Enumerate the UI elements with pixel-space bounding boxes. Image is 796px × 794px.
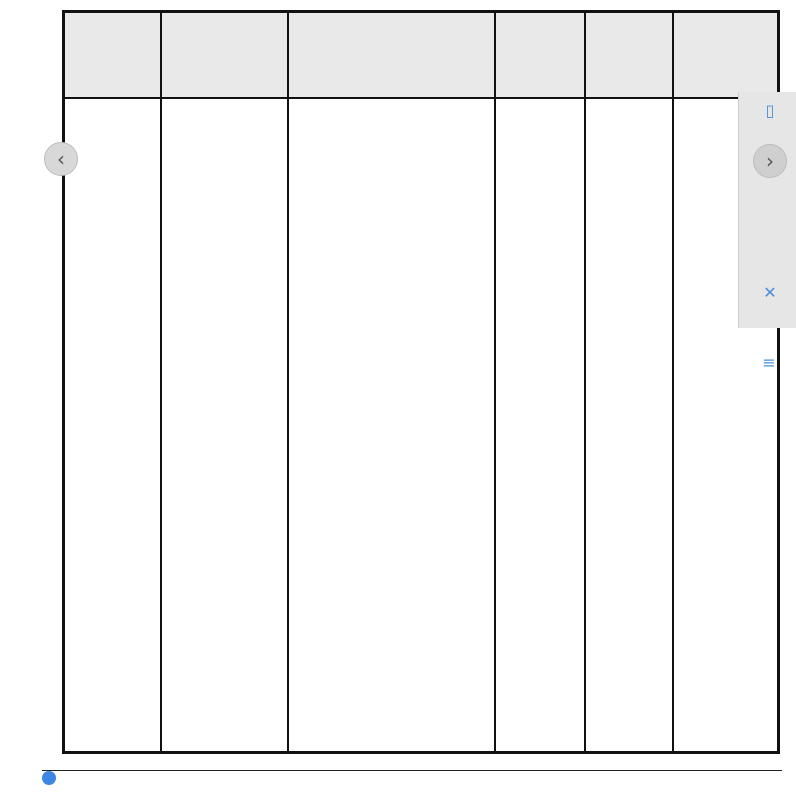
chevron-right-icon[interactable]: › [753, 144, 787, 178]
vibration-icon[interactable]: ▯ [765, 101, 775, 120]
header-brillantante [586, 13, 672, 99]
page-marker-icon [42, 771, 56, 785]
bluetooth-off-icon[interactable]: ✕ [763, 283, 777, 302]
header-detersivo [496, 13, 584, 99]
header-programma [65, 13, 160, 99]
sliders-icon[interactable]: ≡ [762, 353, 776, 372]
header-descrizione [289, 13, 494, 99]
programs-table [62, 10, 780, 754]
header-durata [674, 13, 780, 99]
column-divider [494, 13, 496, 751]
table-header [65, 13, 777, 99]
column-divider [160, 13, 162, 751]
column-divider [287, 13, 289, 751]
header-indicazioni [162, 13, 287, 99]
column-divider [672, 13, 674, 751]
page-footer [42, 770, 782, 794]
side-tool-panel [738, 92, 796, 328]
chevron-left-icon[interactable]: ‹ [44, 142, 78, 176]
column-divider [584, 13, 586, 751]
